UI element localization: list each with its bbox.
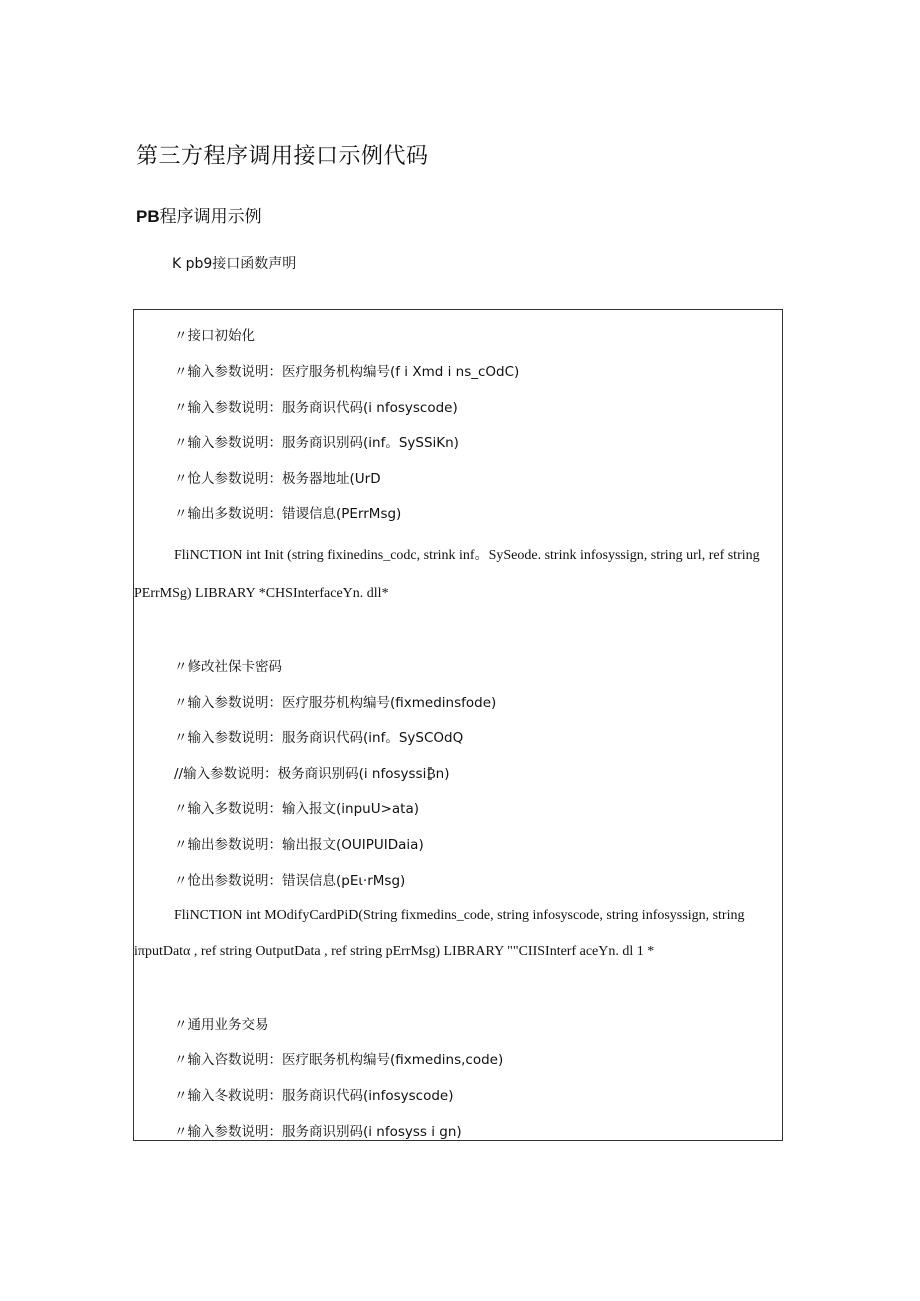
code-block xyxy=(133,309,783,1141)
code-line: 〃怆出参数说明：错误信息(pEι·rMsg) xyxy=(174,873,406,889)
code-line: PErrMSg) LIBRARY *CHSInterfaceYn. dll* xyxy=(134,586,389,601)
section-heading xyxy=(136,202,262,227)
code-line: //输入参数说明：极务商识别码(i nfosyssi₿n) xyxy=(174,766,450,782)
code-line: 〃怆人参数说明：极务器地址(UrD xyxy=(174,471,381,487)
code-line: 〃接口初始化 xyxy=(174,328,255,344)
code-line: FliNCTION int Init (string fixinedins_codc, strink inf。SySeode. strink infosyssign, string url, ref string xyxy=(174,548,760,563)
code-line: iπputDatα , ref string OutputData , ref string pErrMsg) LIBRARY ""CIISInterf aceYn. dl 1 * xyxy=(134,944,655,959)
code-line: 〃输入参数说明：医疗服务机构编号(f i Xmd i ns_cOdC) xyxy=(174,364,520,380)
code-line: 〃输入参数说明：服务商识别码(i nfosyss i gn) xyxy=(174,1124,462,1140)
code-line: 〃输入多数说明：输入报文(inpuU>ata) xyxy=(174,801,419,817)
subheading: K pb9接口函数声明 xyxy=(172,256,297,272)
code-line: FliNCTION int MOdifyCardPiD(String fixmedins_code, string infosyscode, string infosyssign, string xyxy=(174,908,745,923)
code-line: 〃修改社保卡密码 xyxy=(174,659,282,675)
code-line: 〃输出参数说明：输出报文(OUIPUIDaia) xyxy=(174,837,424,853)
code-line: 〃输入参数说明：医疗服芬机构编号(fixmedinsfode) xyxy=(174,695,497,711)
code-line: 〃输入参数说明：服务商识代码(inf。SySCOdQ xyxy=(174,730,464,746)
code-line: 〃输入参数说明：服务商识代码(i nfosyscode) xyxy=(174,400,458,416)
section-heading-text: 程序调用示例 xyxy=(159,207,262,227)
code-line: 〃输入参数说明：服务商识别码(inf。SySSiKn) xyxy=(174,435,459,451)
code-line: 〃输出多数说明：错谡信息(PErrMsg) xyxy=(174,506,402,522)
code-line: 〃通用业务交易 xyxy=(174,1017,269,1033)
section-heading-prefix: PB xyxy=(136,207,160,226)
page-title: 第三方程序调用接口示例代码 xyxy=(136,144,429,169)
code-line: 〃输入咨数说明：医疗眠务机构编号(fixmedins,code) xyxy=(174,1052,504,1068)
code-line: 〃输入冬救说明：服务商识代码(infosyscode) xyxy=(174,1088,454,1104)
